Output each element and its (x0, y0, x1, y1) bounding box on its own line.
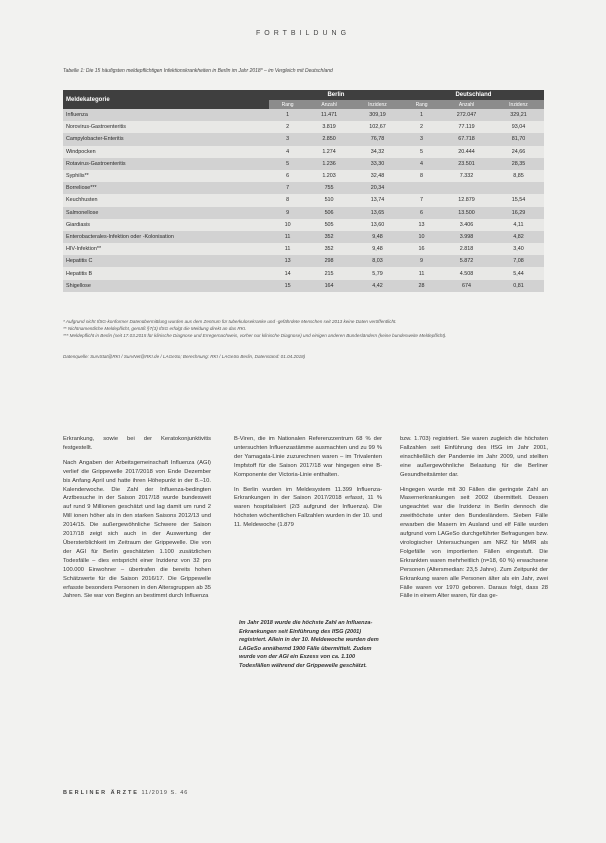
cell-d-anzahl: 13.500 (440, 207, 493, 219)
paragraph: B-Viren, die im Nationalen Referenzzentrum 68 % der untersuchten Influenzastämme ausmachten und zu 99 % der Yamagata-Linie zuzurechnen waren – im Trivalenten Impfstoff für die Saison 2017/18 war hingegen eine B-Komponente der Victoria-Linie enthalten. (234, 436, 382, 478)
cell-d-inz (493, 182, 544, 194)
row-name: Hepatitis C (63, 255, 269, 267)
cell-d-inz: 81,70 (493, 133, 544, 145)
cell-b-rang: 5 (269, 158, 306, 170)
row-name: HIV-Infektion** (63, 243, 269, 255)
table-row (63, 267, 544, 279)
cell-d-rang: 3 (403, 133, 440, 145)
cell-d-inz: 3,40 (493, 243, 544, 255)
footer-brand: BERLINER ÄRZTE (63, 790, 139, 796)
cell-b-anzahl: 1.236 (306, 158, 352, 170)
cell-d-anzahl: 7.332 (440, 170, 493, 182)
footer-issue: 11/2019 S. 46 (141, 790, 189, 796)
cell-d-rang: 5 (403, 146, 440, 158)
table-row (63, 194, 544, 206)
cell-b-inz: 32,48 (352, 170, 403, 182)
cell-b-anzahl: 1.203 (306, 170, 352, 182)
table-row (63, 207, 544, 219)
cell-b-anzahl: 352 (306, 243, 352, 255)
cell-b-rang: 15 (269, 280, 306, 292)
cell-d-anzahl: 4.508 (440, 267, 493, 279)
cell-b-anzahl: 510 (306, 194, 352, 206)
cell-b-anzahl: 1.274 (306, 146, 352, 158)
cell-d-rang: 6 (403, 207, 440, 219)
table-row (63, 109, 544, 121)
cell-d-inz: 329,21 (493, 109, 544, 121)
row-name: Hepatitis B (63, 267, 269, 279)
table-row (63, 280, 544, 292)
cell-d-rang (403, 182, 440, 194)
cell-b-inz: 9,48 (352, 243, 403, 255)
cell-b-anzahl: 215 (306, 267, 352, 279)
text-column-2 (234, 435, 382, 536)
cell-b-inz: 5,79 (352, 267, 403, 279)
text-column-3 (400, 435, 548, 607)
sub-header: Inzidenz (352, 100, 403, 109)
berlin-header: Berlin (269, 90, 403, 100)
cell-d-inz: 93,04 (493, 121, 544, 133)
cell-d-rang: 2 (403, 121, 440, 133)
cell-d-rang: 9 (403, 255, 440, 267)
cell-d-anzahl: 2.818 (440, 243, 493, 255)
table-row (63, 231, 544, 243)
cell-d-inz: 28,35 (493, 158, 544, 170)
cell-b-inz: 8,03 (352, 255, 403, 267)
table-row (63, 170, 544, 182)
cell-b-rang: 11 (269, 231, 306, 243)
cell-b-anzahl: 3.819 (306, 121, 352, 133)
cell-b-inz: 13,65 (352, 207, 403, 219)
footnote: * Aufgrund nicht IfSG-konformer Datenübermittlung wurden aus dem Zentrum für tuberkulosekranke und -gefährdete Menschen seit 2013 keine Daten veröffentlicht. (63, 319, 397, 324)
deutschland-header: Deutschland (403, 90, 544, 100)
cell-b-rang: 6 (269, 170, 306, 182)
cell-d-inz: 4,82 (493, 231, 544, 243)
cell-b-anzahl: 11.471 (306, 109, 352, 121)
cell-b-rang: 13 (269, 255, 306, 267)
callout-box (239, 619, 381, 671)
cell-d-rang: 4 (403, 158, 440, 170)
text-column-1 (63, 435, 211, 607)
table-row (63, 121, 544, 133)
cell-d-anzahl: 3.998 (440, 231, 493, 243)
cell-d-anzahl: 23.501 (440, 158, 493, 170)
cell-d-rang: 8 (403, 170, 440, 182)
cell-d-rang: 28 (403, 280, 440, 292)
row-name: Syphilis** (63, 170, 269, 182)
row-name: Giardiasis (63, 219, 269, 231)
sub-header: Inzidenz (493, 100, 544, 109)
cell-b-rang: 8 (269, 194, 306, 206)
cell-b-rang: 2 (269, 121, 306, 133)
sub-header: Rang (403, 100, 440, 109)
footnote: ** Nichtnamentliche Meldepflicht, gemäß §7(3) IfSG erfolgt die Meldung direkt an das RKI. (63, 326, 247, 331)
paragraph: Nach Angaben der Arbeitsgemeinschaft Influenza (AGI) verlief die Grippewelle 2017/2018 von Ende Dezember bis Anfang April und hatte ihren Höhepunkt in der 8.–10. Kalenderwoche. Die Zahl der Influenza-bedingten Arztbesuche in der Saison 2017/18 wurde bundesweit auf rund 9 Millionen geschätzt und lag damit um rund 2 Mill ionen höher als in den starken Saisons 2012/13 und 2014/15. Die außergewöhnliche Schwere der Saison 2017/18 zeigt sich auch in der Auswertung der Übersterblichkeit im Zeitraum der Grippewelle. Die von der AGI für Berlin geschätzten 1.100 zusätzlichen Todesfälle – dies entspricht einer Inzidenz von 32 pro 100.000 Einwohner – übertrafen die bereits hohen Schätzwerte für die Saison 2016/17. Die Grippewelle erfasste besonders Personen in den Altersgruppen ab 35 Jahren. Sie war von Beginn an bestimmt durch Influenza (63, 459, 211, 600)
cell-d-anzahl: 5.872 (440, 255, 493, 267)
paragraph: Hingegen wurde mit 30 Fällen die geringste Zahl an Masernerkrankungen seit 2002 übermittelt. Dessen ungeachtet war die Inzidenz in Berlin dennoch die zweithöchste unter den Bundesländern. Sieben Fälle erwarben die Masern im Ausland und elf Fälle wurden aufgrund vom LAGeSo durchgeführter Befragungen bzw. virologischer Untersuchungen am NRZ für MMR als Folgefälle von importierten Fällen eingestuft. Die Erkrankten waren mehrheitlich (n=18, 60 %) erwachsene Personen (Altersmedian: 23,5 Jahre). Zum Zeitpunkt der Erkrankung waren alle Personen älter als ein Jahr, zwei Fälle waren vor 1970 geboren. Daraus folgt, dass 28 Fälle in einem Alter waren, für das ge- (400, 486, 548, 600)
callout-text: Im Jahr 2018 wurde die höchste Zahl an Influenza-Erkrankungen seit Einführung des IfSG (2001) registriert. Allein in der 10. Meldewoche wurden dem LAGeSo annähernd 1900 Fälle übermittelt. Zudem wurde von der AGI ein Exzess von ca. 1.100 Todesfällen während der Grippewelle geschätzt. (239, 620, 379, 669)
row-name: Windpocken (63, 146, 269, 158)
cell-b-rang: 9 (269, 207, 306, 219)
cell-b-inz: 33,30 (352, 158, 403, 170)
sub-header: Anzahl (440, 100, 493, 109)
row-name: Campylobacter-Enteritis (63, 133, 269, 145)
cell-d-rang: 13 (403, 219, 440, 231)
cell-d-anzahl (440, 182, 493, 194)
cell-d-inz: 24,66 (493, 146, 544, 158)
cell-b-anzahl: 506 (306, 207, 352, 219)
cell-d-rang: 16 (403, 243, 440, 255)
cell-b-anzahl: 352 (306, 231, 352, 243)
sub-header: Rang (269, 100, 306, 109)
cell-b-rang: 11 (269, 243, 306, 255)
table-row (63, 182, 544, 194)
cell-d-inz: 8,85 (493, 170, 544, 182)
cell-d-anzahl: 272.047 (440, 109, 493, 121)
cell-d-anzahl: 20.444 (440, 146, 493, 158)
cell-b-rang: 3 (269, 133, 306, 145)
cell-b-inz: 13,74 (352, 194, 403, 206)
sub-header: Anzahl (306, 100, 352, 109)
table-row (63, 255, 544, 267)
cell-b-inz: 4,42 (352, 280, 403, 292)
table-caption: Tabelle 1: Die 15 häufigsten meldepflichtigen Infektionskrankheiten in Berlin im Jahr 2018* – im Vergleich mit Deutschland (63, 68, 333, 74)
table-row (63, 133, 544, 145)
row-name: Rotavirus-Gastroenteritis (63, 158, 269, 170)
cell-d-inz: 5,44 (493, 267, 544, 279)
cell-d-anzahl: 3.406 (440, 219, 493, 231)
cell-b-rang: 1 (269, 109, 306, 121)
cell-d-rang: 1 (403, 109, 440, 121)
cell-b-rang: 10 (269, 219, 306, 231)
row-name: Borreliose*** (63, 182, 269, 194)
cell-d-rang: 7 (403, 194, 440, 206)
row-name: Norovirus-Gastroenteritis (63, 121, 269, 133)
table-row (63, 158, 544, 170)
cell-d-rang: 10 (403, 231, 440, 243)
cell-b-anzahl: 505 (306, 219, 352, 231)
table-row (63, 243, 544, 255)
cell-b-anzahl: 164 (306, 280, 352, 292)
row-name: Salmonellose (63, 207, 269, 219)
paragraph: In Berlin wurden im Meldesystem 11.399 Influenza-Erkrankungen in der Saison 2017/2018 erfasst, 11 % waren hospitalisiert (2/3 aufgrund der Influenza). Die höchsten wöchentlichen Fallzahlen wurden in der 10. und 11. Meldewoche (1.879 (234, 486, 382, 529)
cell-d-anzahl: 674 (440, 280, 493, 292)
cell-b-inz: 9,48 (352, 231, 403, 243)
footnotes (63, 318, 545, 339)
cell-d-inz: 16,29 (493, 207, 544, 219)
cell-b-inz: 309,19 (352, 109, 403, 121)
data-source: Datenquelle: SurvStat@RKI / SurvNet@RKI.de / LAGeSo; Berechnung: RKI / LAGeSo Berlin, Datenstand: 01.04.2018) (63, 354, 306, 359)
cell-d-anzahl: 12.879 (440, 194, 493, 206)
cell-d-inz: 0,81 (493, 280, 544, 292)
cell-b-inz: 20,34 (352, 182, 403, 194)
cell-d-anzahl: 67.718 (440, 133, 493, 145)
cell-b-anzahl: 298 (306, 255, 352, 267)
row-name: Shigellose (63, 280, 269, 292)
cell-b-inz: 13,60 (352, 219, 403, 231)
row-name: Enterobacterales-Infektion oder -Kolonisation (63, 231, 269, 243)
paragraph: bzw. 1.703) registriert. Sie waren zugleich die höchsten Fallzahlen seit Einführung des IfSG im Jahr 2001, einschließlich der Pandemie im Jahr 2009, und stellten eine außergewöhnliche Belastung für die Berliner Gesundheitsämter dar. (400, 436, 548, 478)
row-name: Influenza (63, 109, 269, 121)
cell-b-anzahl: 755 (306, 182, 352, 194)
row-name: Keuchhusten (63, 194, 269, 206)
table-row (63, 219, 544, 231)
cell-d-inz: 4,11 (493, 219, 544, 231)
category-header: Meldekategorie (63, 90, 269, 109)
cell-d-inz: 15,54 (493, 194, 544, 206)
cell-d-anzahl: 77.119 (440, 121, 493, 133)
cell-b-inz: 34,32 (352, 146, 403, 158)
infection-table (63, 90, 544, 292)
cell-b-rang: 7 (269, 182, 306, 194)
cell-b-rang: 4 (269, 146, 306, 158)
table-body (63, 109, 544, 292)
cell-b-anzahl: 2.850 (306, 133, 352, 145)
cell-b-inz: 76,78 (352, 133, 403, 145)
cell-d-rang: 11 (403, 267, 440, 279)
cell-d-inz: 7,08 (493, 255, 544, 267)
footnote: *** Meldepflicht in Berlin (seit 17.03.2015 für klinische Diagnose und Erregernachweis, vorher nur klinische Diagnose) und einigen anderen Bundesländern (keine bundesweite Meldepflicht). (63, 333, 447, 338)
page-footer (63, 790, 188, 796)
cell-b-inz: 102,67 (352, 121, 403, 133)
cell-b-rang: 14 (269, 267, 306, 279)
section-title: FORTBILDUNG (255, 30, 351, 37)
table-row (63, 146, 544, 158)
paragraph: Erkrankung, sowie bei der Keratokonjunktivitis festgestellt. (63, 436, 211, 451)
